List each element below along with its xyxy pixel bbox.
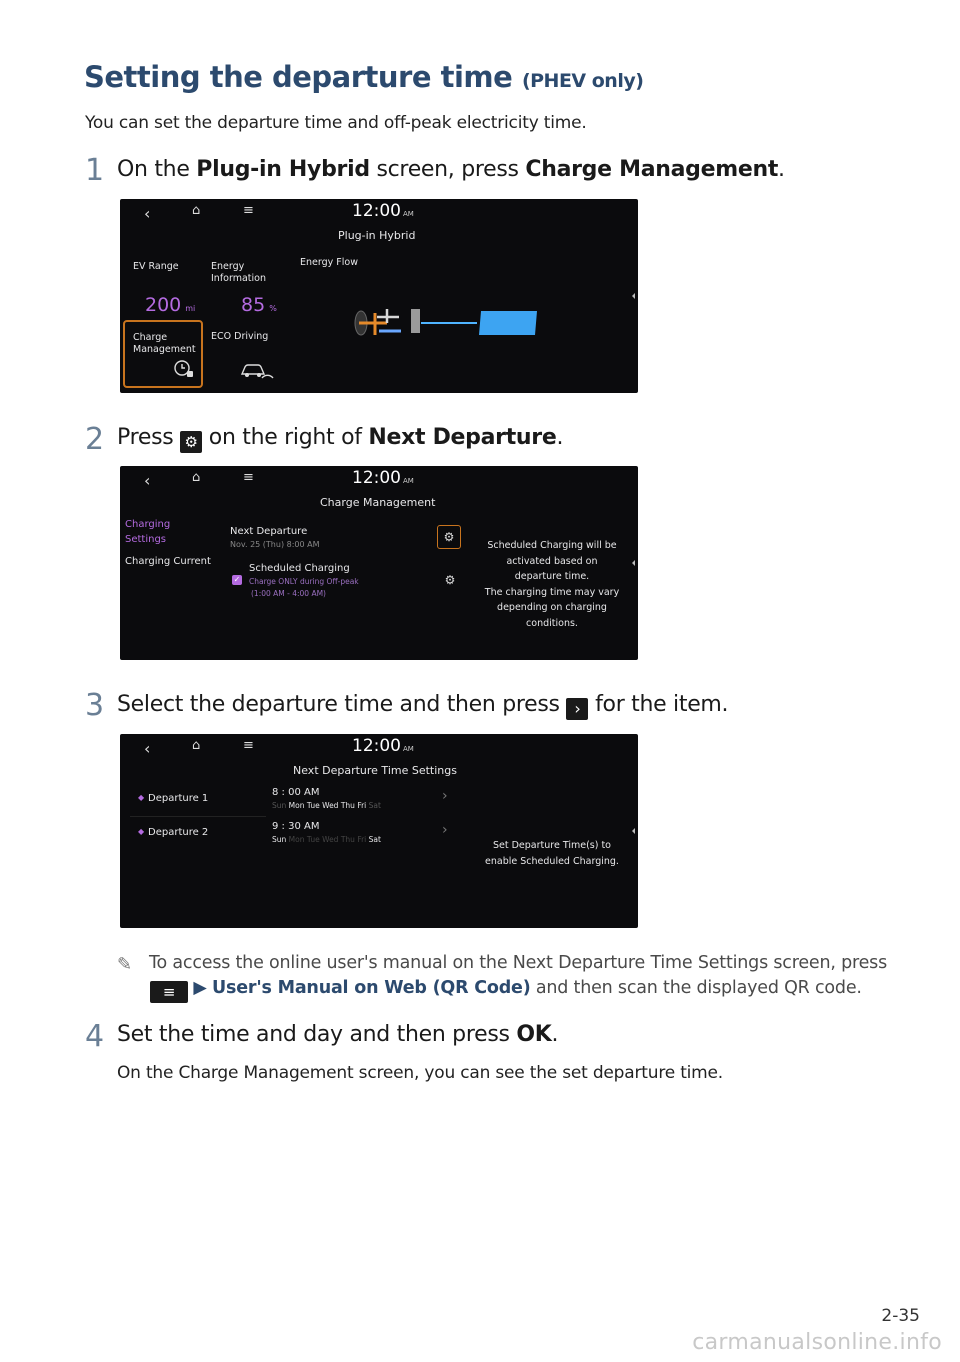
day-sat: Sat	[368, 801, 381, 810]
step-bold: Charge Management	[525, 157, 779, 182]
home-icon[interactable]: ⌂	[192, 203, 201, 218]
note-arrow: ▶	[193, 978, 207, 998]
charge-mgmt-label-line: Charge	[133, 332, 168, 343]
menu-icon[interactable]: ≡	[243, 203, 254, 218]
step-4	[85, 1019, 104, 1054]
next-departure-settings-screen	[120, 734, 638, 928]
info-line: The charging time may vary	[484, 586, 620, 598]
step-text-part: .	[551, 1022, 559, 1047]
pencil-icon: ✎	[117, 954, 133, 975]
menu-charging-settings[interactable]	[125, 517, 170, 547]
charge-management-label	[133, 332, 196, 356]
page-number: 2-35	[881, 1306, 920, 1326]
side-handle[interactable]	[632, 293, 635, 299]
energy-info-label: Information	[211, 273, 266, 284]
step-text-part: Select the departure time and then press	[117, 692, 567, 717]
day-thu: Thu	[340, 801, 355, 810]
day-wed: Wed	[322, 835, 339, 844]
car-gauge-icon	[240, 360, 274, 380]
day-sun: Sun	[272, 801, 287, 810]
departure-label: Departure 2	[148, 827, 209, 838]
step-number: 4	[85, 1019, 105, 1054]
info-line: Set Departure Time(s) to	[492, 840, 611, 851]
departure-2-row[interactable]	[272, 820, 462, 852]
day-fri: Fri	[357, 835, 367, 844]
plugin-hybrid-screen	[120, 199, 638, 393]
charge-mgmt-label-line: Management	[133, 344, 196, 355]
home-icon[interactable]: ⌂	[192, 738, 201, 753]
screen-title: Charge Management	[320, 496, 436, 509]
note-line-1: To access the online user's manual on the Next Departure Time Settings screen, press	[149, 953, 887, 973]
note-text: and then scan the displayed QR code.	[530, 978, 862, 998]
energy-info-label: Energy	[211, 261, 245, 272]
scheduled-charging-gear-button[interactable]	[440, 570, 460, 590]
side-handle[interactable]	[632, 828, 635, 834]
clock	[352, 736, 414, 756]
next-departure-gear-button[interactable]	[437, 525, 461, 549]
intro-text: You can set the departure time and off-peak electricity time.	[85, 113, 587, 133]
departure-time: 9 : 30 AM	[272, 821, 320, 832]
screen-title: Plug-in Hybrid	[338, 229, 416, 242]
departure-2-item[interactable]	[130, 818, 266, 850]
step-text-part: .	[556, 425, 564, 450]
back-icon[interactable]: ‹	[144, 739, 151, 758]
step-number: 2	[85, 422, 105, 457]
day-tue: Tue	[306, 801, 320, 810]
menu-icon[interactable]: ≡	[243, 738, 254, 753]
scheduled-detail-1: Charge ONLY during Off-peak	[249, 577, 359, 586]
step-1-text	[117, 157, 785, 182]
step-4-description: On the Charge Management screen, you can see the set departure time.	[117, 1063, 724, 1083]
note-line-2	[150, 978, 862, 1003]
step-text-part: Set the time and day and then press	[117, 1022, 517, 1047]
day-tue: Tue	[306, 835, 320, 844]
ev-range-number: 200	[145, 294, 182, 316]
clock-plug-icon	[173, 359, 195, 379]
menu-label: Settings	[125, 534, 167, 545]
energy-flow-diagram	[349, 303, 539, 349]
section-title-suffix: (PHEV only)	[521, 70, 644, 92]
step-number: 3	[85, 688, 105, 723]
clock-time: 12:00	[352, 201, 401, 221]
charge-management-button[interactable]	[123, 320, 203, 388]
info-line: activated based on	[506, 555, 598, 567]
day-thu: Thu	[340, 835, 355, 844]
step-text-part: screen, press	[369, 157, 526, 182]
day-sat: Sat	[368, 835, 381, 844]
step-4-text	[117, 1022, 558, 1047]
day-wed: Wed	[322, 801, 339, 810]
clock-time: 12:00	[352, 736, 401, 756]
day-mon: Mon	[288, 835, 305, 844]
energy-unit: %	[269, 304, 277, 313]
menu-icon[interactable]: ≡	[243, 470, 254, 485]
step-2	[85, 422, 104, 457]
departure-label: Departure 1	[148, 793, 209, 804]
departure-info-text	[472, 838, 632, 870]
eco-driving-label[interactable]: ECO Driving	[211, 331, 269, 342]
chevron-right-icon[interactable]: ›	[442, 822, 448, 838]
clock-ampm: AM	[403, 210, 414, 218]
chevron-right-icon: ›	[566, 698, 588, 720]
energy-number: 85	[241, 294, 266, 316]
departure-indicator: ◆	[138, 793, 145, 802]
charge-management-screen	[120, 466, 638, 660]
departure-time: 8 : 00 AM	[272, 787, 320, 798]
watermark: carmanualsonline.info	[692, 1330, 942, 1355]
energy-value	[241, 294, 277, 316]
day-fri: Fri	[357, 801, 367, 810]
ev-range-label: EV Range	[133, 261, 179, 272]
clock-ampm: AM	[403, 745, 414, 753]
departure-1-row[interactable]	[272, 786, 462, 818]
clock	[352, 468, 414, 488]
departure-days	[272, 835, 381, 844]
menu-charging-current[interactable]: Charging Current	[125, 556, 211, 567]
info-line: enable Scheduled Charging.	[485, 856, 619, 867]
gear-icon: ⚙	[444, 573, 456, 587]
departure-days	[272, 801, 381, 810]
chevron-right-icon[interactable]: ›	[442, 788, 448, 804]
step-number: 1	[85, 153, 105, 188]
clock	[352, 201, 414, 221]
menu-icon: ≡	[150, 981, 188, 1003]
gear-icon: ⚙	[443, 530, 455, 544]
step-bold: Next Departure	[368, 425, 557, 450]
departure-1-item[interactable]	[130, 784, 266, 817]
info-line: conditions.	[526, 617, 578, 629]
screen-title: Next Departure Time Settings	[293, 764, 457, 777]
info-line: depending on charging	[497, 602, 607, 614]
info-line: Scheduled Charging will be	[487, 540, 617, 551]
step-text-part: for the item.	[588, 692, 729, 717]
day-sun: Sun	[272, 835, 287, 844]
day-mon: Mon	[288, 801, 305, 810]
step-3-text	[117, 692, 728, 720]
step-3	[85, 688, 104, 723]
step-bold: OK	[516, 1022, 552, 1047]
gear-icon: ⚙	[180, 431, 202, 453]
departure-indicator: ◆	[138, 827, 145, 836]
step-2-text	[117, 425, 563, 453]
ev-range-value	[145, 294, 195, 316]
step-text-part: On the	[117, 157, 197, 182]
charging-info-text	[472, 538, 632, 632]
menu-label: Charging	[125, 519, 171, 530]
back-icon[interactable]: ‹	[144, 471, 151, 490]
section-title-text: Setting the departure time	[84, 60, 513, 94]
next-departure-date: Nov. 25 (Thu) 8:00 AM	[230, 540, 320, 549]
next-departure-label: Next Departure	[230, 526, 308, 537]
energy-flow-label: Energy Flow	[300, 257, 358, 268]
step-1	[85, 153, 104, 188]
ev-range-unit: mi	[185, 304, 196, 313]
step-bold: Plug-in Hybrid	[196, 157, 370, 182]
note-bold: User's Manual on Web (QR Code)	[212, 978, 531, 998]
energy-info-button[interactable]	[211, 261, 266, 285]
scheduled-charging-checkbox[interactable]: ✓	[233, 575, 241, 584]
step-text-part: Press	[117, 425, 181, 450]
side-handle[interactable]	[632, 560, 635, 566]
scheduled-detail-2: (1:00 AM - 4:00 AM)	[251, 589, 326, 598]
clock-ampm: AM	[403, 477, 414, 485]
info-line: departure time.	[514, 571, 590, 583]
step-text-part: on the right of	[202, 425, 369, 450]
home-icon[interactable]: ⌂	[192, 470, 201, 485]
clock-time: 12:00	[352, 468, 401, 488]
section-title	[84, 60, 643, 94]
step-text-part: .	[778, 157, 785, 182]
scheduled-charging-label: Scheduled Charging	[249, 563, 350, 574]
back-icon[interactable]: ‹	[144, 204, 151, 223]
